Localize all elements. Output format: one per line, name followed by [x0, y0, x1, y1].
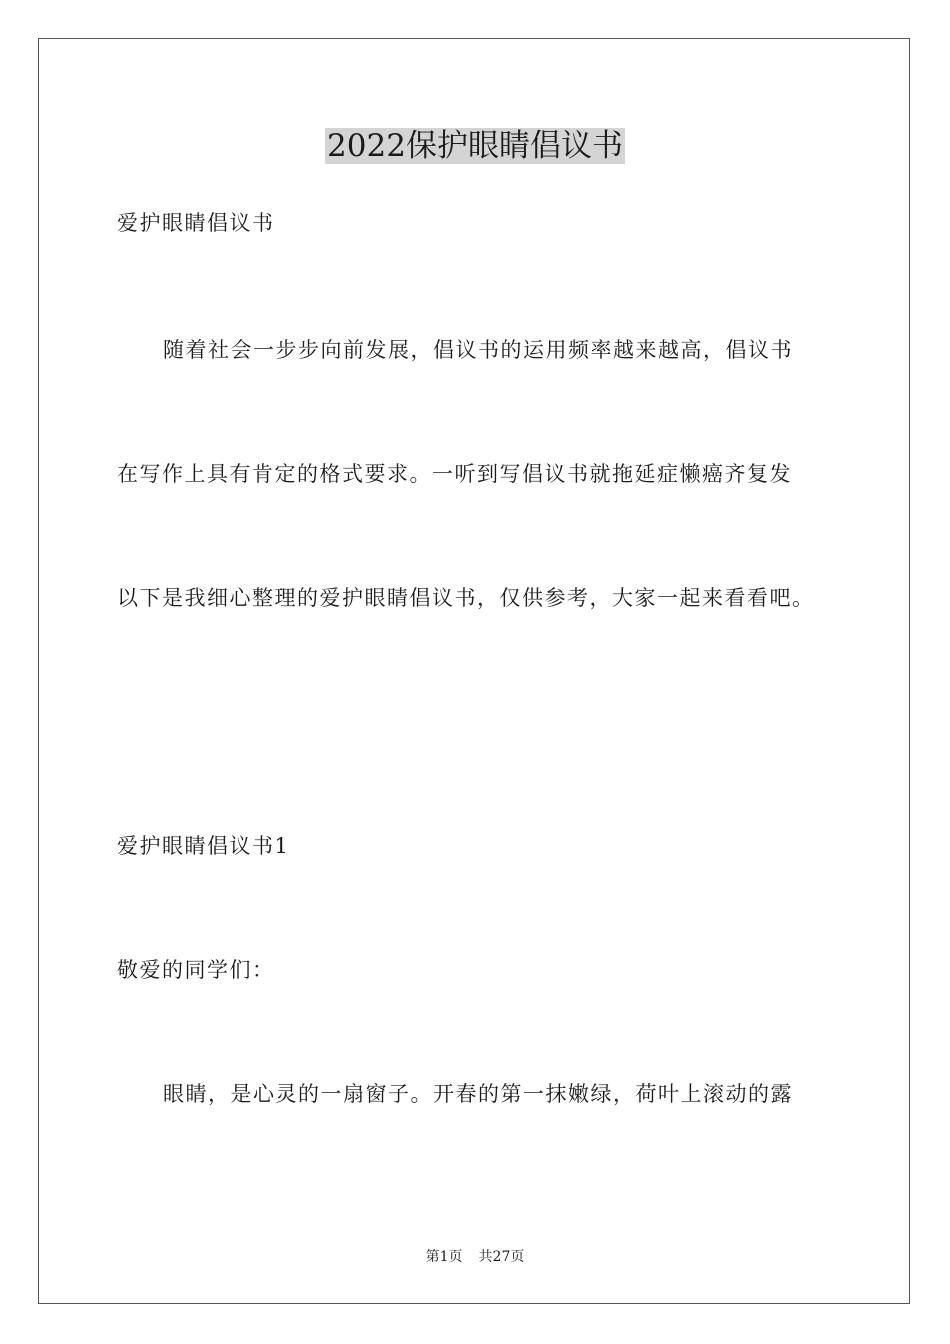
page-footer	[0, 1247, 950, 1267]
intro-paragraph-line-3: 以下是我细心整理的爱护眼睛倡议书，仅供参考，大家一起来看看吧。	[117, 586, 815, 610]
total-pages: 共27页	[478, 1249, 525, 1265]
intro-paragraph-line-1: 随着社会一步步向前发展，倡议书的运用频率越来越高，倡议书	[163, 338, 793, 362]
section-heading: 爱护眼睛倡议书1	[117, 834, 290, 858]
salutation: 敬爱的同学们：	[117, 958, 275, 982]
document-title	[0, 124, 950, 168]
body-paragraph-line-1: 眼睛，是心灵的一扇窗子。开春的第一抹嫩绿，荷叶上滚动的露	[163, 1082, 793, 1106]
page-number: 第1页	[425, 1249, 463, 1265]
document-subtitle: 爱护眼睛倡议书	[117, 211, 275, 235]
intro-paragraph-line-2: 在写作上具有肯定的格式要求。一听到写倡议书就拖延症懒癌齐复发	[117, 462, 792, 486]
document-title-text: 2022保护眼睛倡议书	[327, 128, 623, 164]
